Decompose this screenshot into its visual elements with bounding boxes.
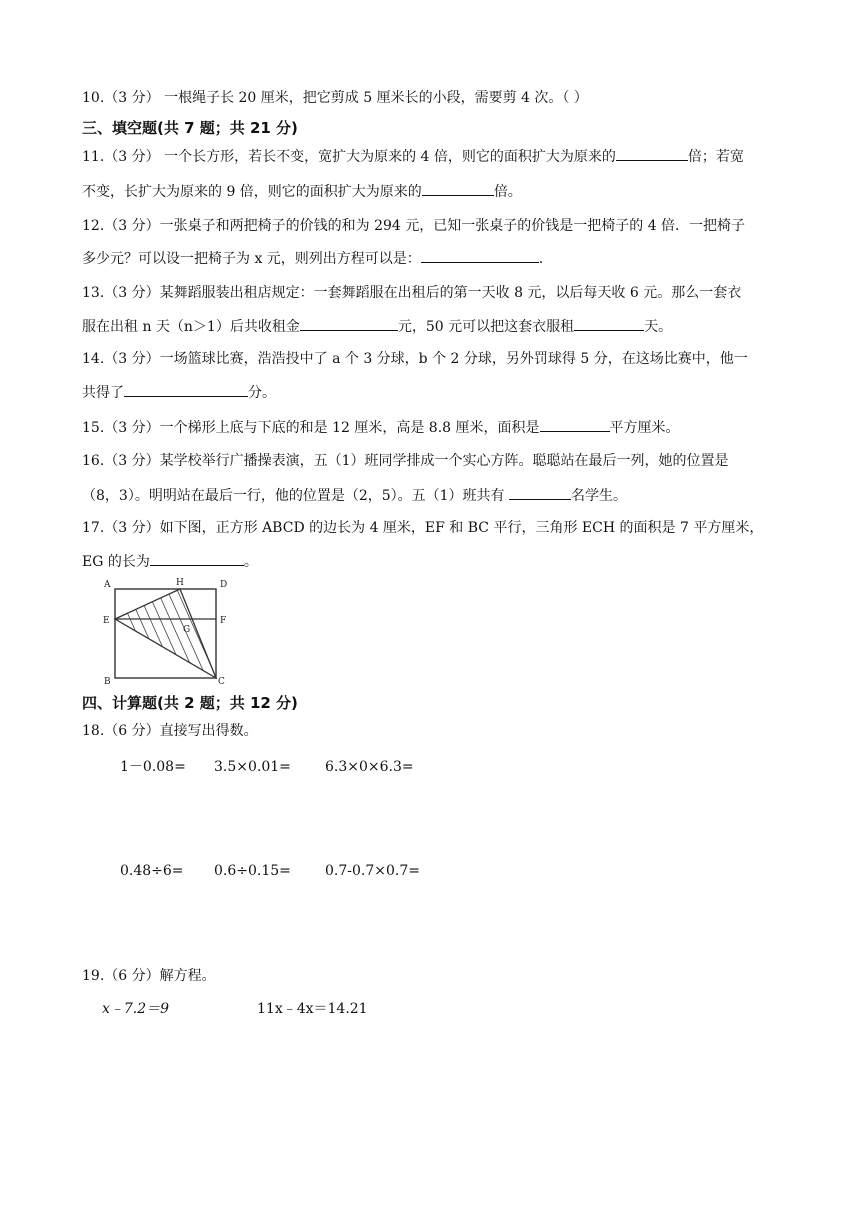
question-14-text-a: 共得了 (82, 385, 124, 401)
question-16-line-2 (82, 485, 810, 506)
answer-blank[interactable] (421, 248, 539, 263)
question-13-line-1: 13.（3 分）某舞蹈服装出租店规定：一套舞蹈服在出租后的第一天收 8 元，以后每天收 6 元。那么一套衣 (82, 285, 742, 301)
calc-item: 0.7-0.7×0.7= (325, 863, 420, 879)
question-11-line-1 (82, 146, 810, 167)
answer-blank[interactable] (574, 316, 644, 331)
question-13-text-b: 元，50 元可以把这套衣服租 (397, 319, 575, 335)
equation-2: 11x﹣4x＝14.21 (257, 1001, 368, 1017)
question-11-text-b: 倍；若宽 (687, 149, 744, 165)
calc-item: 6.3×0×6.3= (325, 759, 414, 775)
question-17-text-b: 。 (243, 554, 258, 570)
question-12-text-b: . (538, 251, 544, 267)
calc-item: 0.6÷0.15= (214, 863, 291, 879)
answer-blank[interactable] (300, 316, 398, 331)
question-15 (82, 417, 810, 438)
label-d: D (220, 580, 228, 590)
section-heading-calculation: 四、计算题(共 2 题；共 12 分) (82, 694, 298, 712)
label-g: G (183, 625, 191, 635)
label-b: B (104, 677, 111, 686)
question-12-line-1: 12.（3 分）一张桌子和两把椅子的价钱的和为 294 元，已知一张桌子的价钱是一把椅子的 4 倍．一把椅子 (82, 218, 746, 234)
question-12-text-a: 多少元？可以设一把椅子为 x 元，则列出方程可以是： (82, 251, 421, 267)
answer-blank[interactable] (124, 382, 248, 397)
question-16-line-1: 16.（3 分）某学校举行广播操表演，五（1）班同学排成一个实心方阵。聪聪站在最后一列，她的位置是 (82, 453, 729, 469)
answer-blank[interactable] (509, 485, 571, 500)
question-11-text-d: 倍。 (493, 184, 522, 200)
calc-item: 0.48÷6= (120, 863, 184, 879)
section-heading-fill-in: 三、填空题(共 7 题；共 21 分) (82, 119, 298, 137)
question-18-title: 18.（6 分）直接写出得数。 (82, 723, 258, 739)
calc-item: 1－0.08= (120, 759, 186, 775)
question-13-line-2 (82, 316, 810, 337)
geometry-figure (100, 574, 230, 686)
question-14-line-1: 14.（3 分）一场篮球比赛，浩浩投中了 a 个 3 分球，b 个 2 分球，另外罚球得 5 分，在这场比赛中，他一 (82, 351, 748, 367)
question-11-text-a: 11.（3 分） 一个长方形，若长不变，宽扩大为原来的 4 倍，则它的面积扩大为原来的 (82, 149, 616, 165)
label-e: E (103, 616, 110, 626)
question-17-line-1: 17.（3 分）如下图，正方形 ABCD 的边长为 4 厘米，EF 和 BC 平行，三角形 ECH 的面积是 7 平方厘米， (82, 520, 764, 536)
question-17-line-2 (82, 551, 810, 572)
equation-1: x﹣7.2＝9 (102, 1001, 170, 1017)
label-a: A (104, 580, 111, 590)
answer-blank[interactable] (422, 181, 494, 196)
question-11-text-c: 不变，长扩大为原来的 9 倍，则它的面积扩大为原来的 (82, 184, 422, 200)
question-13-text-c: 天。 (644, 319, 673, 335)
label-f: F (220, 616, 227, 626)
question-19-title: 19.（6 分）解方程。 (82, 968, 216, 984)
question-17-text-a: EG 的长为 (82, 554, 150, 570)
answer-blank[interactable] (540, 417, 610, 432)
question-13-text-a: 服在出租 n 天（n＞1）后共收租金 (82, 319, 300, 335)
question-16-text-b: 名学生。 (571, 488, 627, 504)
question-14-line-2 (82, 382, 810, 403)
label-c: C (218, 677, 225, 686)
answer-blank[interactable] (150, 551, 244, 566)
square-abcd-diagram (100, 574, 230, 686)
label-h: H (176, 578, 184, 588)
question-15-text-b: 平方厘米。 (609, 420, 680, 436)
question-16-text-a: （8，3）。明明站在最后一行，他的位置是（2，5）。五（1）班共有 (82, 488, 509, 504)
answer-blank[interactable] (616, 146, 688, 161)
calc-item: 3.5×0.01= (214, 759, 291, 775)
question-11-line-2 (82, 181, 810, 202)
question-15-text-a: 15.（3 分）一个梯形上底与下底的和是 12 厘米，高是 8.8 厘米，面积是 (82, 420, 540, 436)
question-10: 10.（3 分） 一根绳子长 20 厘米，把它剪成 5 厘米长的小段，需要剪 4 次。（ ） (82, 90, 588, 106)
question-12-line-2 (82, 248, 810, 269)
question-14-text-b: 分。 (248, 385, 276, 401)
